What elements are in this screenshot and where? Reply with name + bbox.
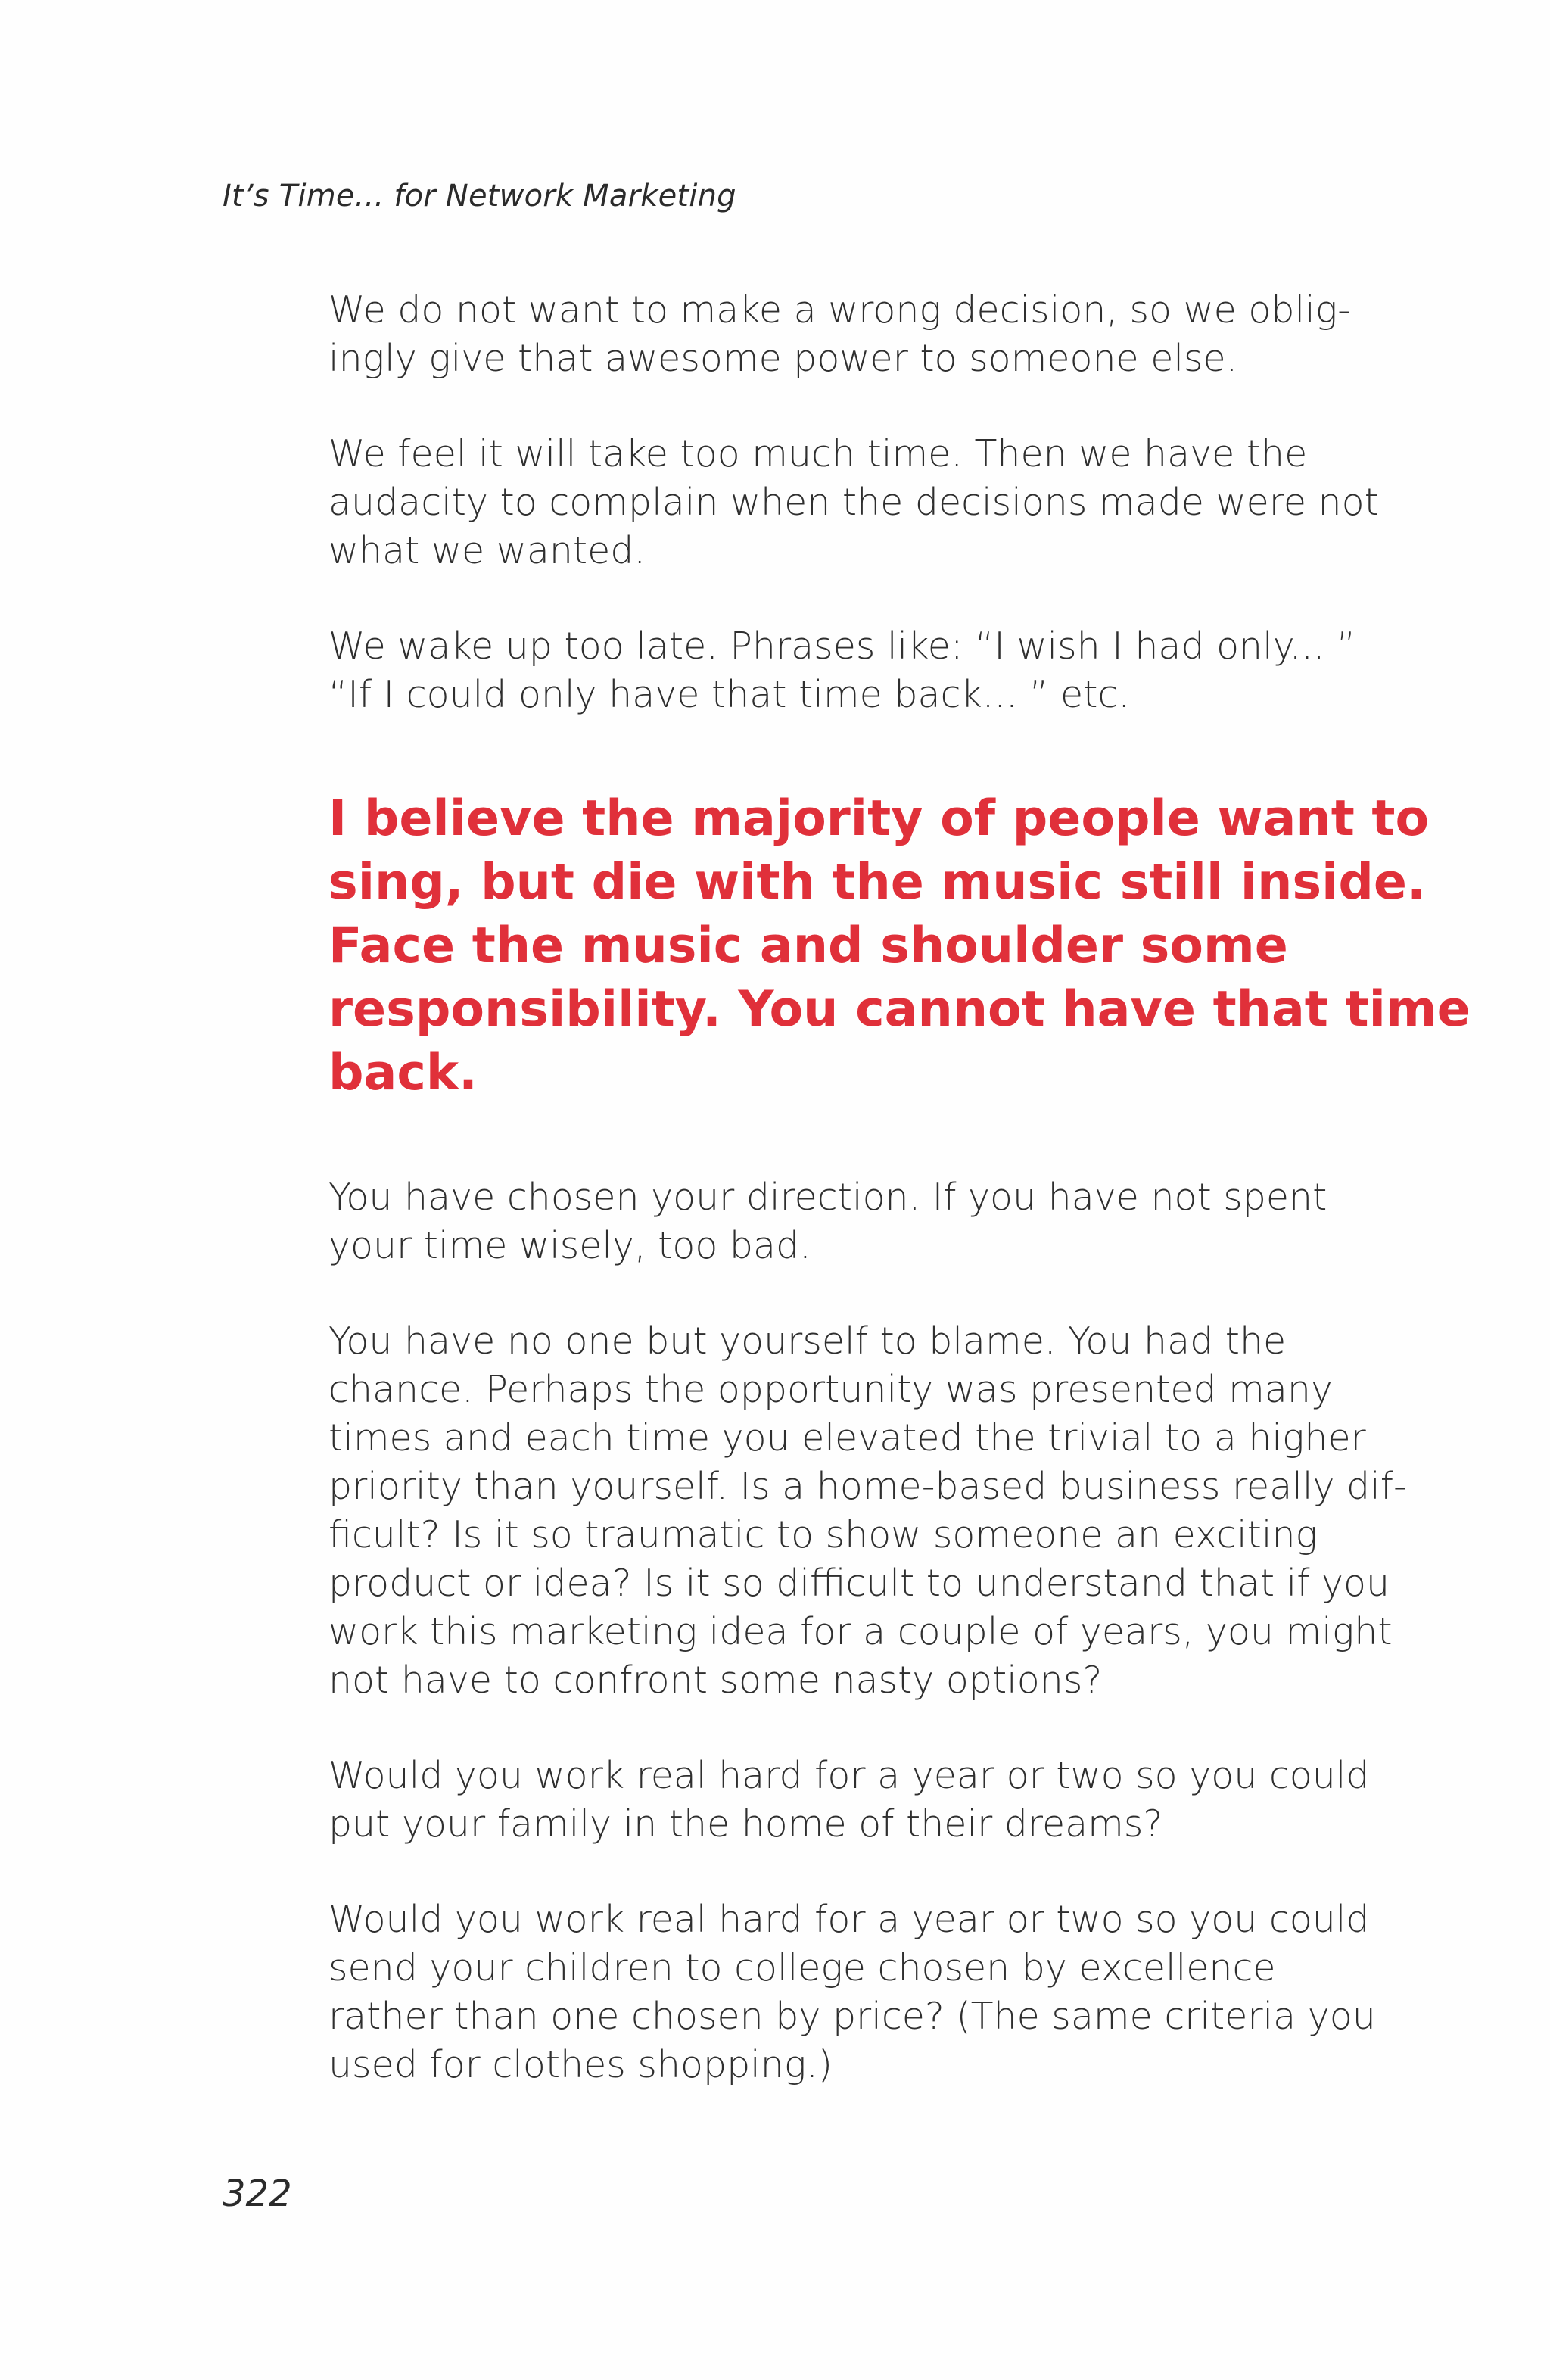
text-line: We feel it will take too much time. Then we have the xyxy=(328,432,1308,475)
text-line: your time wisely, too bad. xyxy=(328,1224,811,1267)
text-line: ingly give that awesome power to someone else. xyxy=(328,337,1238,380)
paragraph-wake-up-late xyxy=(328,622,1356,719)
paragraph-chosen-direction xyxy=(328,1173,1335,1270)
pull-quote-line: I believe the majority of people want to xyxy=(328,790,1430,847)
text-line: product or idea? Is it so difficult to understand that if you xyxy=(328,1562,1390,1605)
running-head: It’s Time... for Network Marketing xyxy=(223,179,736,213)
text-line: ficult? Is it so traumatic to show someone an exciting xyxy=(328,1513,1318,1556)
text-line: times and each time you elevated the trivial to a higher xyxy=(328,1416,1366,1459)
paragraph-college xyxy=(328,1896,1376,2089)
text-line: audacity to complain when the decisions made were not xyxy=(328,481,1379,524)
paragraph-wrong-decision xyxy=(328,286,1351,383)
text-line: Would you work real hard for a year or two so you could xyxy=(328,1898,1370,1941)
text-line: what we wanted. xyxy=(328,529,646,572)
pull-quote-line: back. xyxy=(328,1045,478,1101)
text-line: not have to confront some nasty options? xyxy=(328,1659,1103,1702)
pull-quote-line: responsibility. You cannot have that time xyxy=(328,981,1471,1038)
page-number: 322 xyxy=(223,2173,292,2215)
text-line: You have chosen your direction. If you have not spent xyxy=(328,1176,1327,1219)
text-line: send your children to college chosen by excellence xyxy=(328,1946,1276,1989)
paragraph-too-much-time xyxy=(328,430,1379,575)
text-line: rather than one chosen by price? (The same criteria you xyxy=(328,1995,1376,2038)
text-line: work this marketing idea for a couple of years, you might xyxy=(328,1610,1393,1653)
text-line: chance. Perhaps the opportunity was presented many xyxy=(328,1368,1333,1411)
text-line: We do not want to make a wrong decision, so we oblig- xyxy=(328,288,1351,332)
paragraph-no-one-to-blame xyxy=(328,1317,1407,1705)
text-line: You have no one but yourself to blame. You had the xyxy=(328,1319,1287,1363)
text-line: priority than yourself. Is a home-based business really dif- xyxy=(328,1465,1407,1508)
text-line: Would you work real hard for a year or two so you could xyxy=(328,1754,1370,1797)
body-text-column xyxy=(328,286,1471,2089)
text-line: put your family in the home of their dreams? xyxy=(328,1802,1163,1846)
text-line: “If I could only have that time back... ” etc. xyxy=(328,673,1130,716)
text-line: We wake up too late. Phrases like: “I wish I had only... ” xyxy=(328,625,1356,668)
pull-quote-line: Face the music and shoulder some xyxy=(328,917,1288,974)
paragraph-home-of-dreams xyxy=(328,1752,1370,1849)
text-line: used for clothes shopping.) xyxy=(328,2043,833,2086)
pull-quote-line: sing, but die with the music still inside. xyxy=(328,854,1426,911)
pull-quote xyxy=(328,787,1471,1105)
